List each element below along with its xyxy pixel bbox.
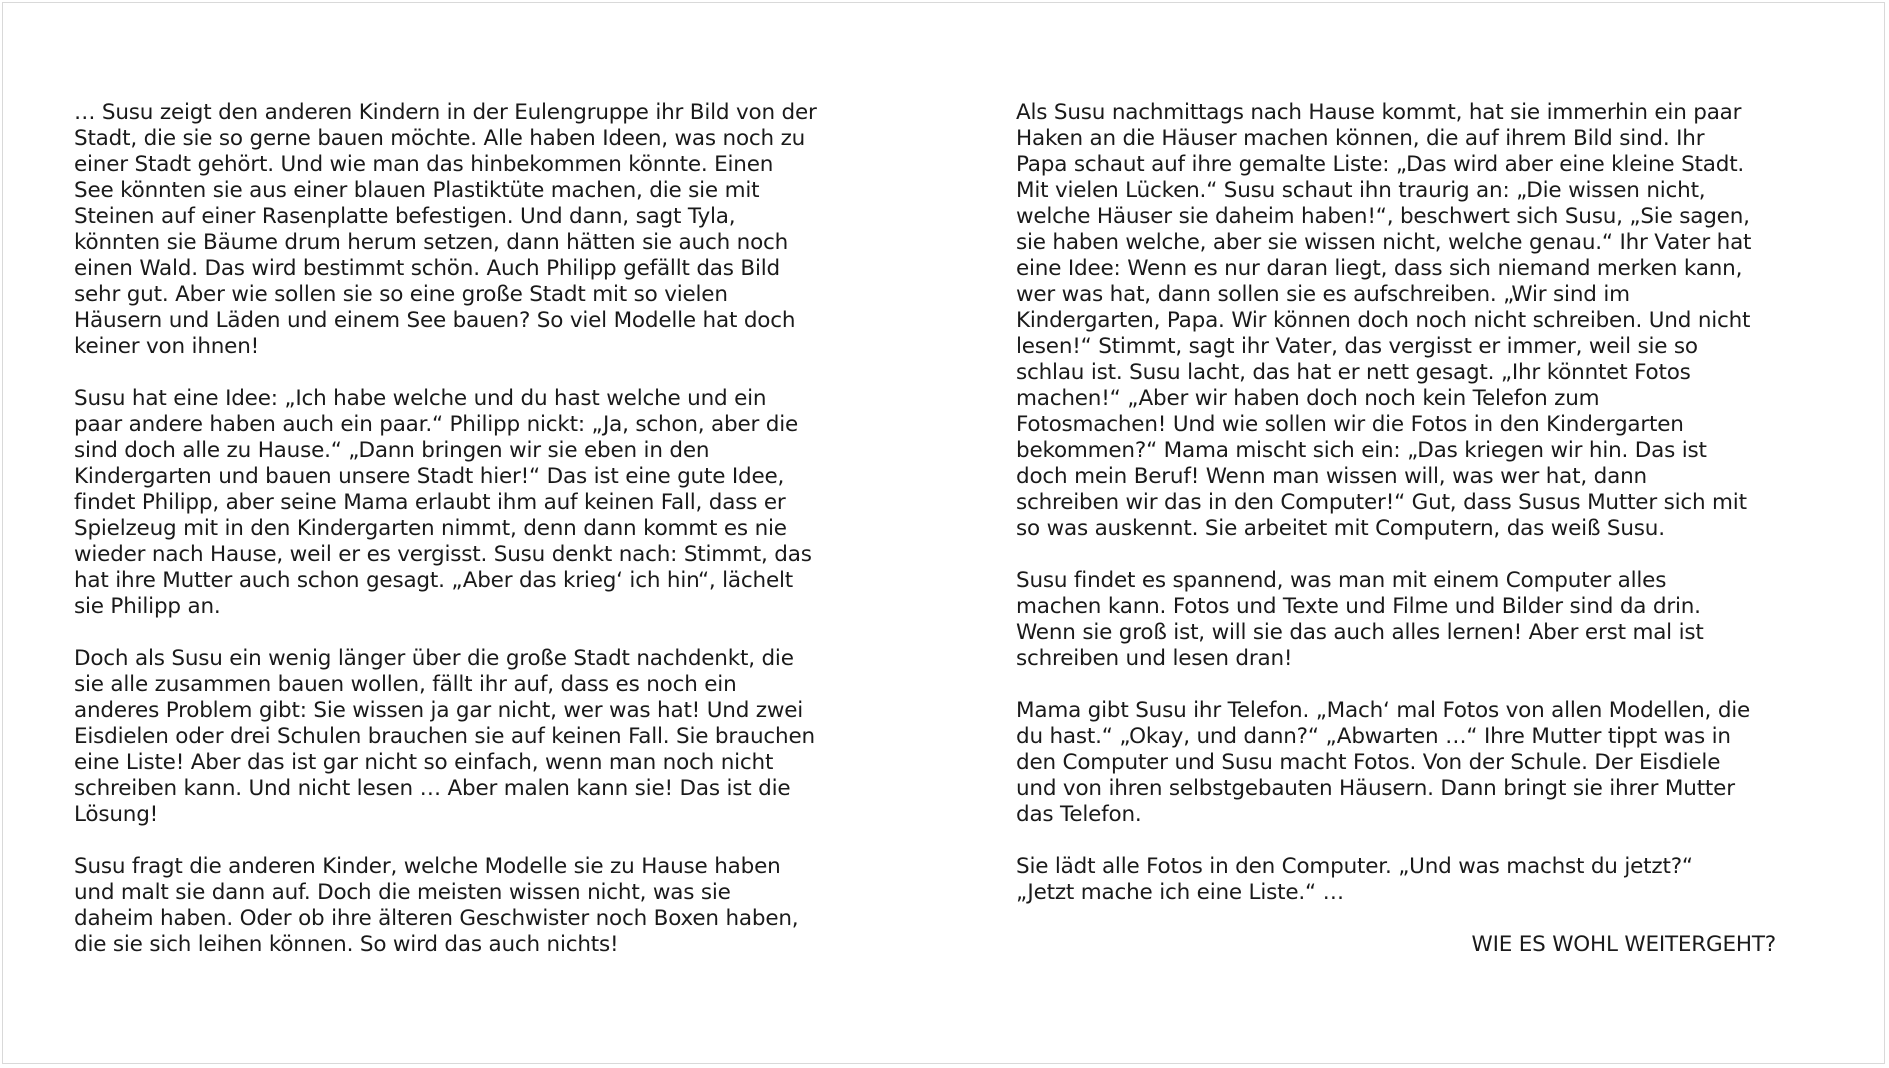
left-page-column (74, 100, 834, 984)
right-page-column (1016, 100, 1776, 984)
paragraph: Doch als Susu ein wenig länger über die große Stadt nachdenkt, die sie alle zusammen bauen wollen, fällt ihr auf, dass es noch ein anderes Problem gibt: Sie wissen ja gar nicht, wer was hat! Und zwei Eisdielen oder drei Schulen brauchen sie auf keinen Fall. Sie brauchen eine Liste! Aber das ist gar nicht so einfach, wenn man noch nicht schreiben kann. Und nicht lesen … Aber malen kann sie! Das ist die Lösung! (74, 646, 815, 827)
paragraph: Susu findet es spannend, was man mit einem Computer alles machen kann. Fotos und Texte und Filme und Bilder sind da drin. Wenn sie groß ist, will sie das auch alles lernen! Aber erst mal ist schreiben und lesen dran! (1016, 568, 1704, 671)
paragraph: Susu hat eine Idee: „Ich habe welche und du hast welche und ein paar andere haben auch ein paar.“ Philipp nickt: „Ja, schon, aber die sind doch alle zu Hause.“ „Dann bringen wir sie eben in den Kindergarten und bauen unsere Stadt hier!“ Das ist eine gute Idee, findet Philipp, aber seine Mama erlaubt ihm auf keinen Fall, dass er Spielzeug mit in den Kindergarten nimmt, denn dann kommt es nie wieder nach Hause, weil er es vergisst. Susu denkt nach: Stimmt, das hat ihre Mutter auch schon gesagt. „Aber das krieg‘ ich hin“, lächelt sie Philipp an. (74, 386, 812, 619)
page-spread (2, 2, 1885, 1064)
paragraph: Susu fragt die anderen Kinder, welche Modelle sie zu Hause haben und malt sie dann auf. Doch die meisten wissen nicht, was sie daheim haben. Oder ob ihre älteren Geschwister noch Boxen haben, die sie sich leihen können. So wird das auch nichts! (74, 854, 799, 957)
closing-line: WIE ES WOHL WEITERGEHT? (1471, 932, 1776, 957)
paragraph: … Susu zeigt den anderen Kindern in der Eulengruppe ihr Bild von der Stadt, die sie so gerne bauen möchte. Alle haben Ideen, was noch zu einer Stadt gehört. Und wie man das hinbekommen könnte. Einen See könnten sie aus einer blauen Plastiktüte machen, die sie mit Steinen auf einer Rasenplatte befestigen. Und dann, sagt Tyla, könnten sie Bäume drum herum setzen, dann hätten sie auch noch einen Wald. Das wird bestimmt schön. Auch Philipp gefällt das Bild sehr gut. Aber wie sollen sie so eine große Stadt mit so vielen Häusern und Läden und einem See bauen? So viel Modelle hat doch keiner von ihnen! (74, 100, 817, 359)
paragraph: Sie lädt alle Fotos in den Computer. „Und was machst du jetzt?“ „Jetzt mache ich eine Liste.“ … (1016, 854, 1693, 905)
paragraph: Als Susu nachmittags nach Hause kommt, hat sie immerhin ein paar Haken an die Häuser machen können, die auf ihrem Bild sind. Ihr Papa schaut auf ihre gemalte Liste: „Das wird aber eine kleine Stadt. Mit vielen Lücken.“ Susu schaut ihn traurig an: „Die wissen nicht, welche Häuser sie daheim haben!“, beschwert sich Susu, „Sie sagen, sie haben welche, aber sie wissen nicht, welche genau.“ Ihr Vater hat eine Idee: Wenn es nur daran liegt, dass sich niemand merken kann, wer was hat, dann sollen sie es aufschreiben. „Wir sind im Kindergarten, Papa. Wir können doch noch nicht schreiben. Und nicht lesen!“ Stimmt, sagt ihr Vater, das vergisst er immer, weil sie so schlau ist. Susu lacht, das hat er nett gesagt. „Ihr könntet Fotos machen!“ „Aber wir haben doch noch kein Telefon zum Fotosmachen! Und wie sollen wir die Fotos in den Kindergarten bekommen?“ Mama mischt sich ein: „Das kriegen wir hin. Das ist doch mein Beruf! Wenn man wissen will, was wer hat, dann schreiben wir das in den Computer!“ Gut, dass Susus Mutter sich mit so was auskennt. Sie arbeitet mit Computern, das weiß Susu. (1016, 100, 1752, 541)
paragraph: Mama gibt Susu ihr Telefon. „Mach‘ mal Fotos von allen Modellen, die du hast.“ „Okay, und dann?“ „Abwarten …“ Ihre Mutter tippt was in den Computer und Susu macht Fotos. Von der Schule. Der Eisdiele und von ihren selbstgebauten Häusern. Dann bringt sie ihrer Mutter das Telefon. (1016, 698, 1751, 827)
